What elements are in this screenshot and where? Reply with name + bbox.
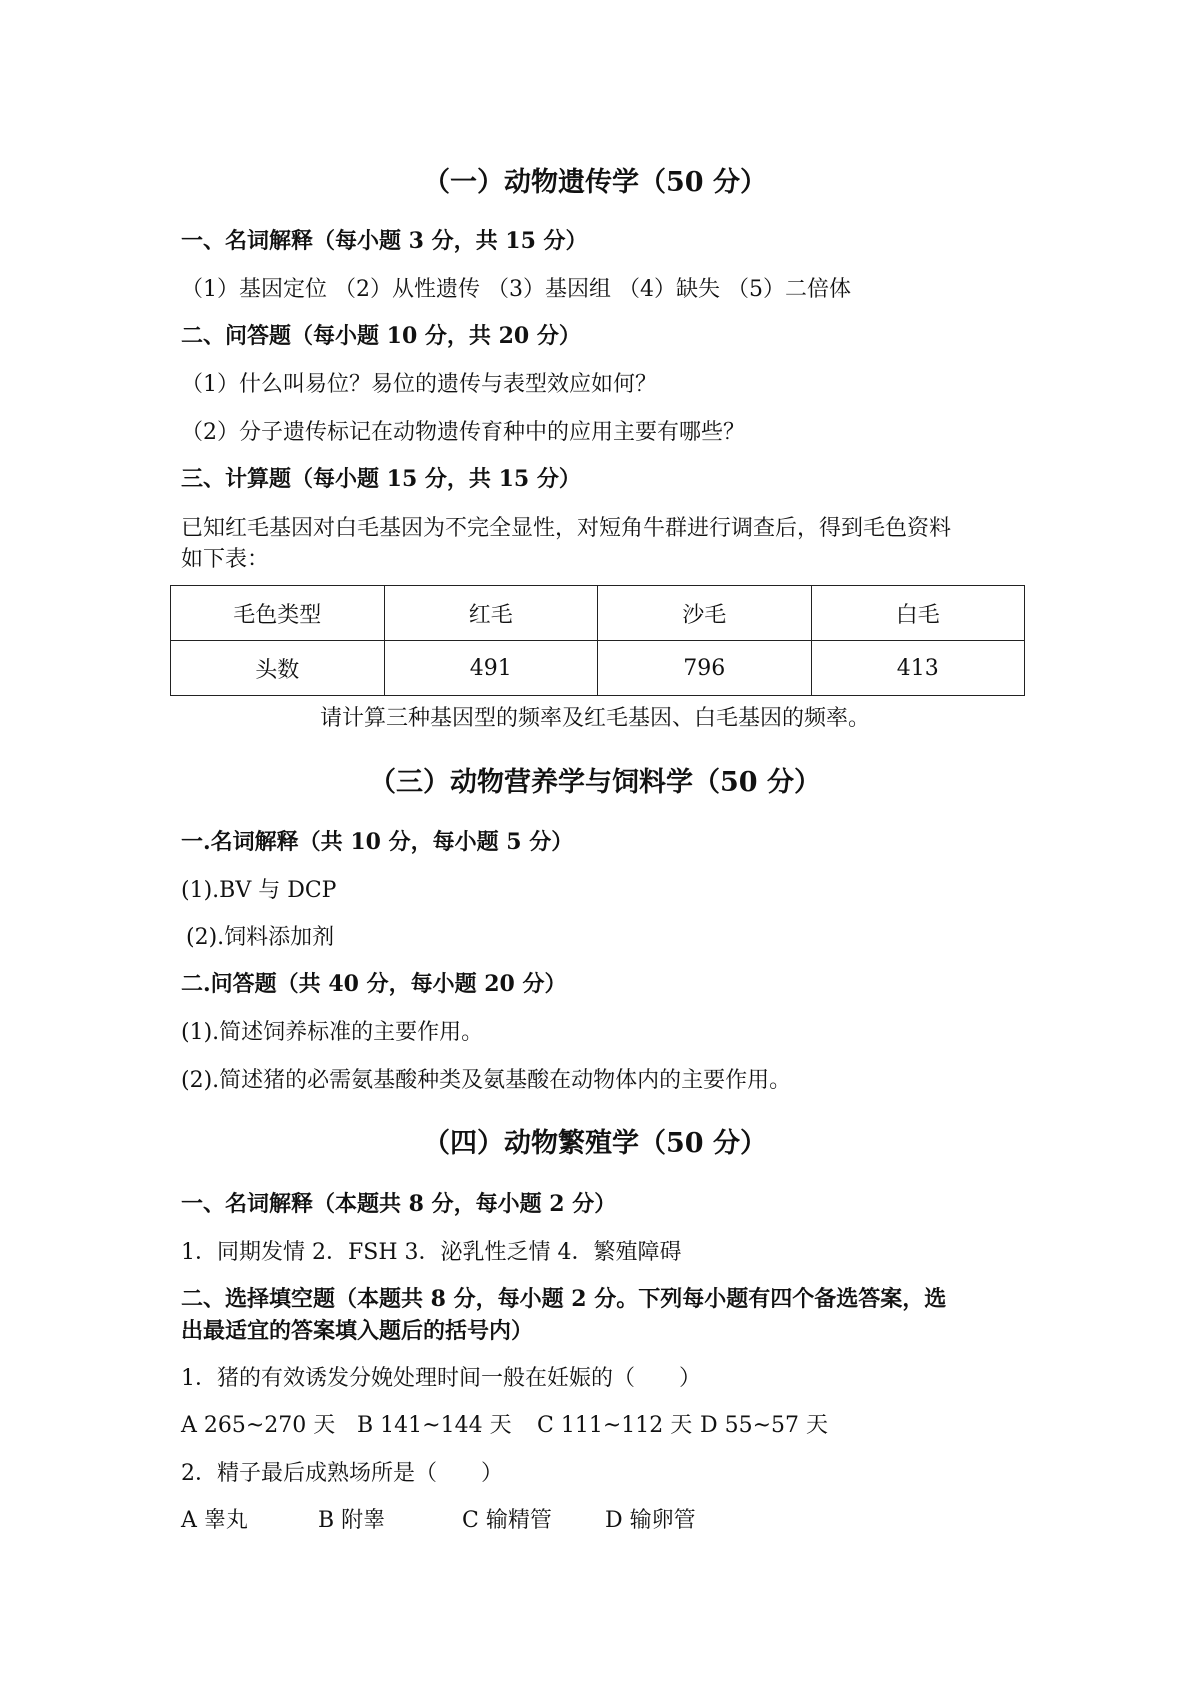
part-heading: 二.问答题（共 40 分，每小题 20 分） xyxy=(181,971,567,997)
table-cell: 红毛 xyxy=(384,586,598,641)
option-a: A 265~270 天 xyxy=(181,1413,336,1438)
option-a: A 睾丸 xyxy=(181,1508,248,1533)
question: （1）什么叫易位？易位的遗传与表型效应如何？ xyxy=(181,372,657,397)
table-cell: 沙毛 xyxy=(598,586,812,641)
table-cell: 白毛 xyxy=(811,586,1025,641)
calc-intro: 如下表： xyxy=(181,547,270,572)
option-b: B 附睾 xyxy=(318,1508,386,1533)
question: 1．猪的有效诱发分娩处理时间一般在妊娠的（ ） xyxy=(181,1366,701,1391)
option-d: D 输卵管 xyxy=(605,1508,696,1533)
term-item: (2).饲料添加剂 xyxy=(186,925,335,950)
table-row xyxy=(171,586,1025,641)
coat-color-table xyxy=(170,585,1025,696)
question: (2).简述猪的必需氨基酸种类及氨基酸在动物体内的主要作用。 xyxy=(181,1068,792,1093)
table-cell: 491 xyxy=(384,641,598,696)
option-c: C 111~112 天 xyxy=(537,1413,693,1438)
question: 2．精子最后成熟场所是（ ） xyxy=(181,1461,503,1486)
term-item: (1).BV 与 DCP xyxy=(181,878,337,903)
part-heading: 出最适宜的答案填入题后的括号内） xyxy=(181,1318,534,1344)
question: (1).简述饲养标准的主要作用。 xyxy=(181,1020,484,1045)
part-heading: 一、名词解释（每小题 3 分，共 15 分） xyxy=(181,228,588,254)
table-row xyxy=(171,641,1025,696)
section-title-genetics: （一）动物遗传学（50 分） xyxy=(423,167,767,198)
part-heading: 二、选择填空题（本题共 8 分，每小题 2 分。下列每小题有四个备选答案，选 xyxy=(181,1286,947,1312)
question: （2）分子遗传标记在动物遗传育种中的应用主要有哪些？ xyxy=(181,420,745,445)
part-heading: 一.名词解释（共 10 分，每小题 5 分） xyxy=(181,829,574,855)
option-b: B 141~144 天 xyxy=(357,1413,512,1438)
part-heading: 一、名词解释（本题共 8 分，每小题 2 分） xyxy=(181,1191,617,1217)
calc-intro: 已知红毛基因对白毛基因为不完全显性，对短角牛群进行调查后，得到毛色资料 xyxy=(181,516,952,541)
part-heading: 二、问答题（每小题 10 分，共 20 分） xyxy=(181,323,581,349)
option-c: C 输精管 xyxy=(462,1508,552,1533)
calc-question: 请计算三种基因型的频率及红毛基因、白毛基因的频率。 xyxy=(319,706,870,731)
table-cell: 413 xyxy=(811,641,1025,696)
table-cell: 796 xyxy=(598,641,812,696)
term-list: 1．同期发情 2．FSH 3．泌乳性乏情 4．繁殖障碍 xyxy=(181,1240,682,1265)
section-title-reproduction: （四）动物繁殖学（50 分） xyxy=(423,1128,767,1159)
option-d: D 55~57 天 xyxy=(700,1413,829,1438)
table-cell: 头数 xyxy=(171,641,385,696)
section-title-nutrition: （三）动物营养学与饲料学（50 分） xyxy=(369,767,821,798)
term-list: （1）基因定位 （2）从性遗传 （3）基因组 （4）缺失 （5）二倍体 xyxy=(181,277,851,302)
part-heading: 三、计算题（每小题 15 分，共 15 分） xyxy=(181,466,581,492)
table-cell: 毛色类型 xyxy=(171,586,385,641)
